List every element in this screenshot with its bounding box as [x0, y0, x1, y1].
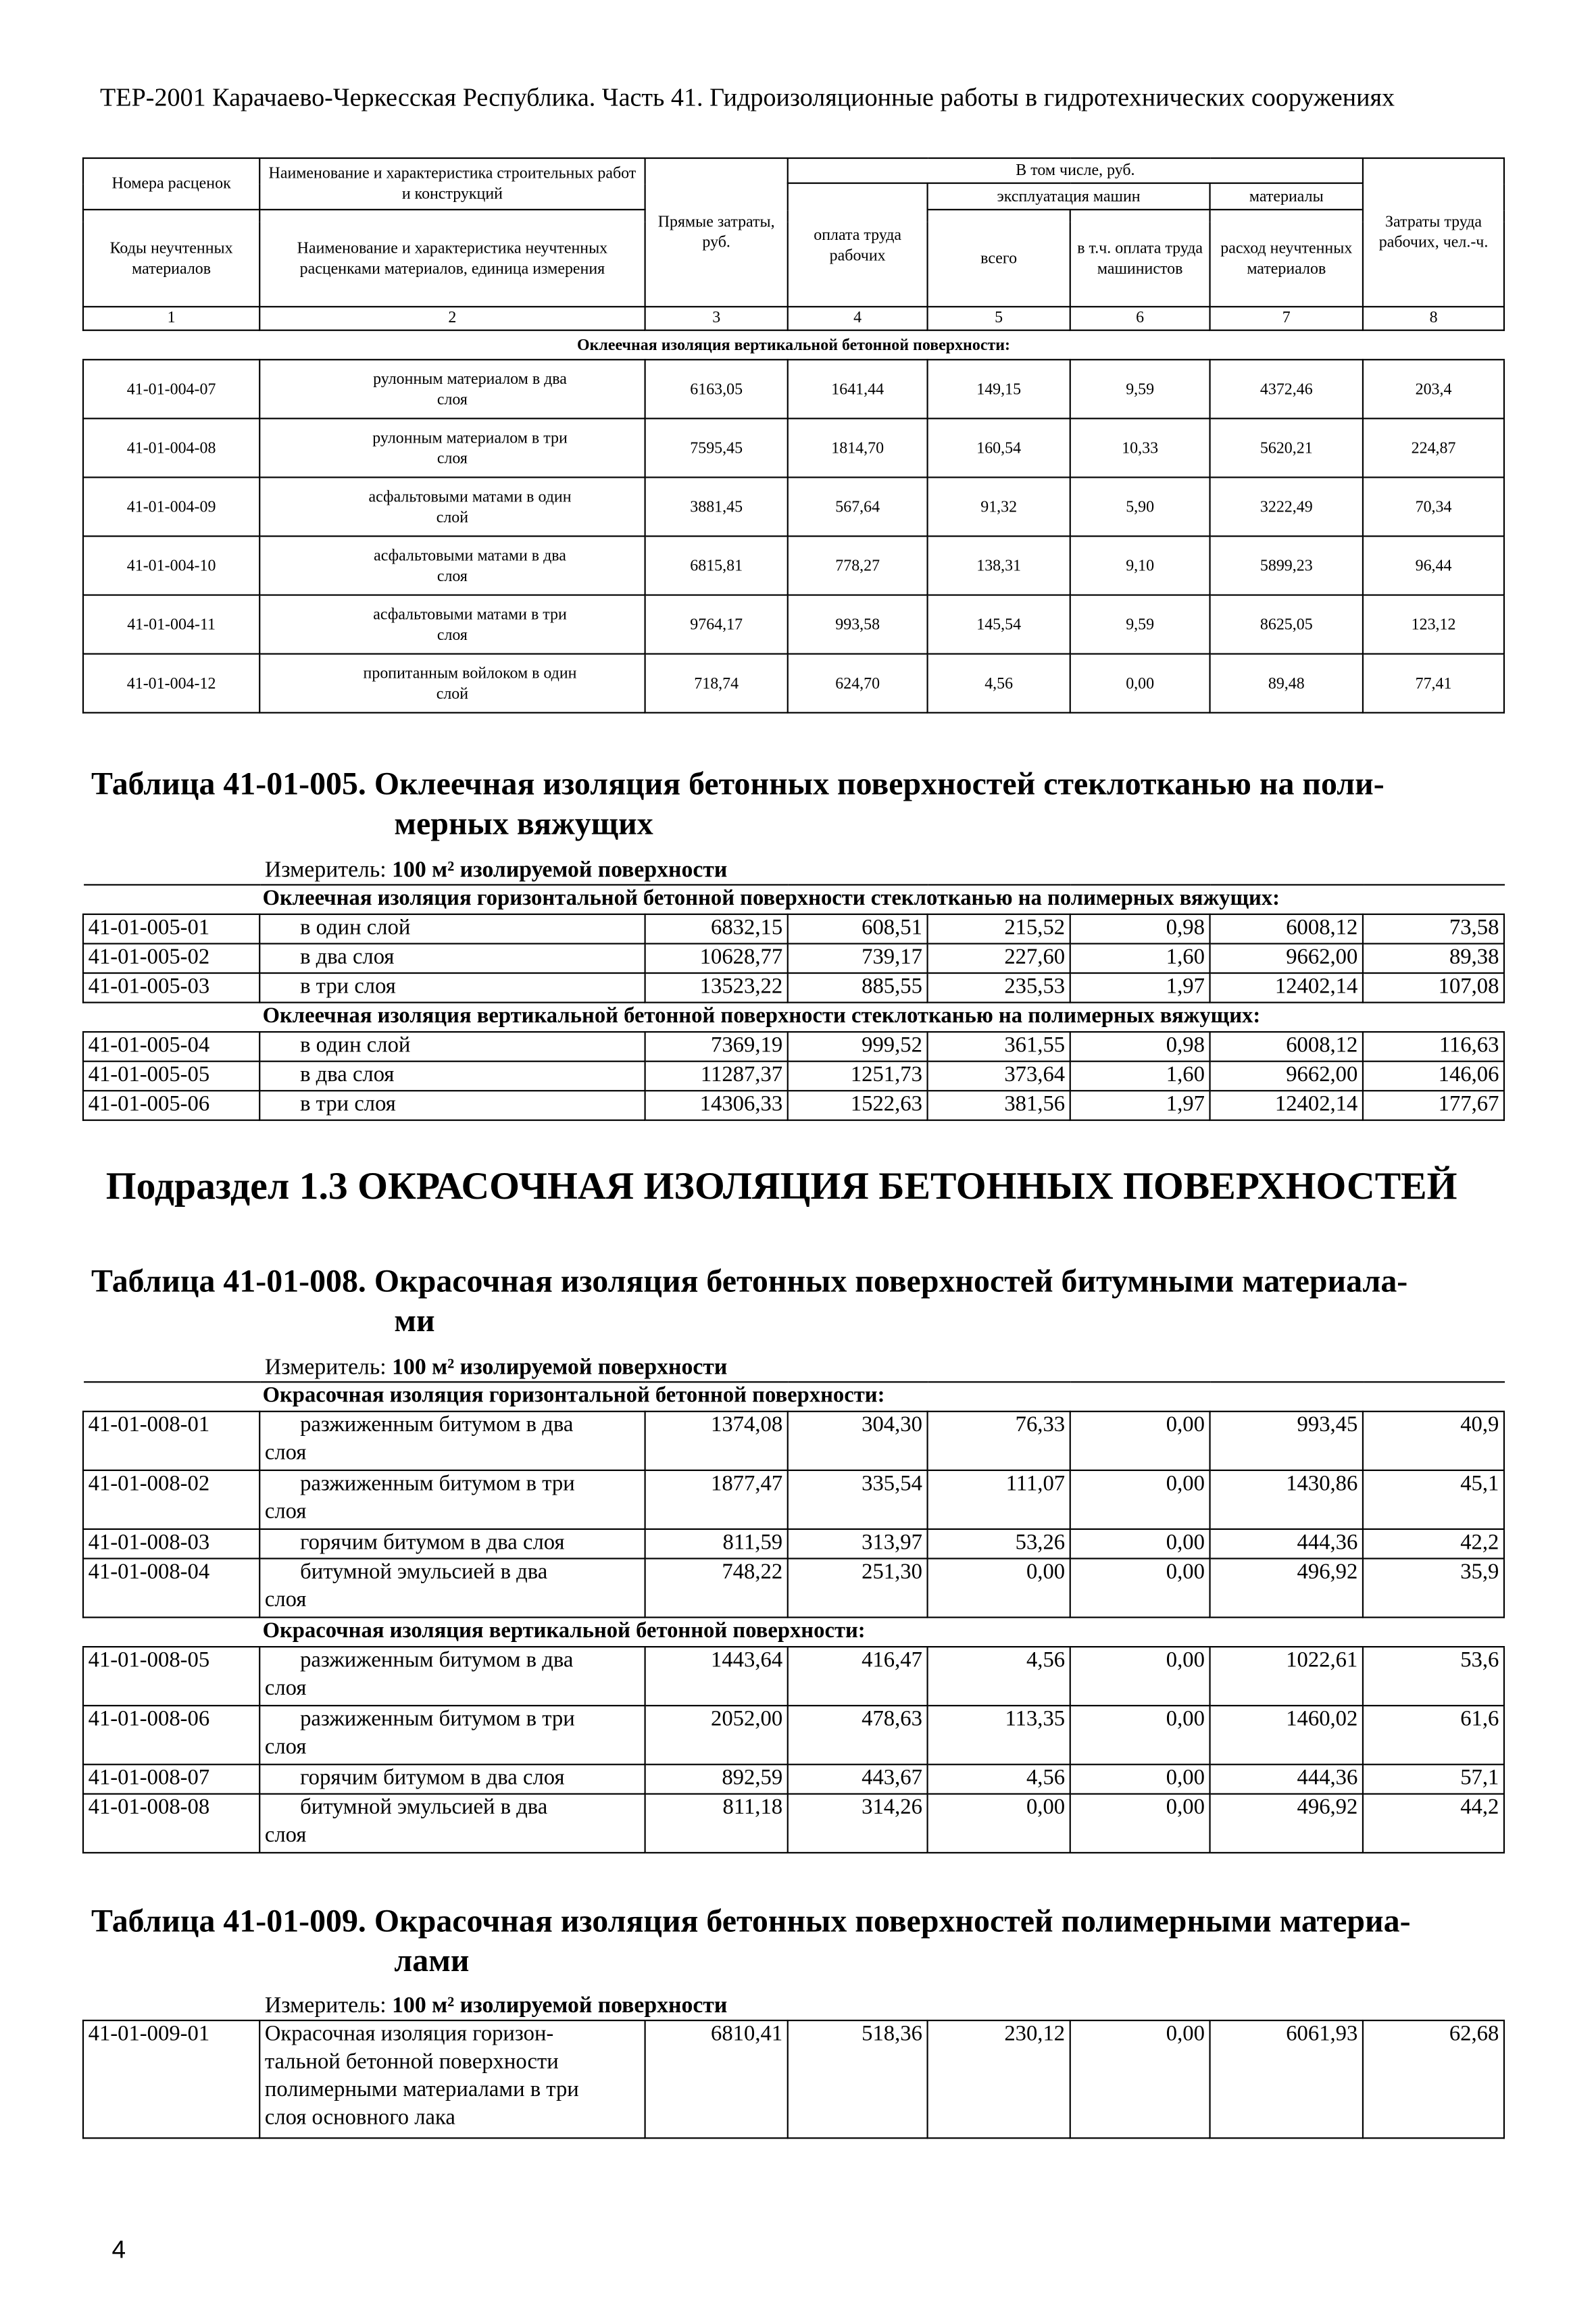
- direct-costs-value: 1877,47: [645, 1470, 788, 1529]
- materials-value: 1430,86: [1210, 1470, 1363, 1529]
- table-008-title: [91, 1261, 1503, 1341]
- materials-value: 9662,00: [1210, 1062, 1363, 1091]
- labor-pay-value: 1814,70: [788, 418, 928, 477]
- table-009-title: [91, 1901, 1503, 1981]
- machinist-pay-value: 1,97: [1070, 973, 1210, 1003]
- col-including: В том числе, руб.: [788, 158, 1363, 183]
- labor-hours-value: 177,67: [1363, 1091, 1504, 1120]
- rate-description-line: слоя: [264, 1500, 307, 1524]
- rate-code: 41-01-004-08: [83, 418, 259, 477]
- labor-pay-value: 313,97: [788, 1529, 928, 1559]
- rate-code: 41-01-004-12: [83, 654, 259, 713]
- materials-value: 12402,14: [1210, 973, 1363, 1003]
- table-row: [83, 537, 1504, 595]
- rate-description: [259, 1062, 645, 1091]
- rate-description-line: слоя: [264, 1589, 307, 1612]
- machinist-pay-value: 10,33: [1070, 418, 1210, 477]
- rate-description: [259, 973, 645, 1003]
- table-row: [83, 1794, 1504, 1853]
- table-row: [83, 418, 1504, 477]
- running-header: ТЕР-2001 Карачаево-Черкесская Республика. Часть 41. Гидроизоляционные работы в гидротехнических сооружениях: [100, 82, 1395, 112]
- direct-costs-value: 10628,77: [645, 944, 788, 974]
- direct-costs-value: 7595,45: [645, 418, 788, 477]
- table-row: [83, 973, 1504, 1003]
- machines-total-value: 4,56: [928, 654, 1070, 713]
- labor-pay-value: 314,26: [788, 1794, 928, 1853]
- machines-total-value: 4,56: [928, 1764, 1070, 1794]
- labor-hours-value: 73,58: [1363, 914, 1504, 944]
- labor-hours-value: 146,06: [1363, 1062, 1504, 1091]
- col-material-names: Наименование и характеристика неучтенных расценками материалов, единица измерения: [259, 209, 645, 307]
- col-labor-pay: оплата труда рабочих: [788, 183, 928, 307]
- machinist-pay-value: 1,60: [1070, 944, 1210, 974]
- table-008-title-line-2: ми: [394, 1301, 435, 1339]
- rate-description-line: слоя: [437, 449, 468, 468]
- labor-hours-value: 116,63: [1363, 1032, 1504, 1062]
- rate-description: [259, 1647, 645, 1706]
- page-number: 4: [111, 2235, 126, 2264]
- rate-description-line: рулонным материалом в три: [372, 428, 568, 447]
- rate-code: 41-01-008-04: [83, 1558, 259, 1617]
- table-row: [83, 1764, 1504, 1794]
- rate-description-line: в три слоя: [300, 1093, 396, 1117]
- labor-pay-value: 999,52: [788, 1032, 928, 1062]
- rate-description: [259, 359, 645, 418]
- section-header-row: [83, 330, 1504, 360]
- rate-code: 41-01-004-09: [83, 477, 259, 536]
- table-body: [83, 1003, 1504, 1120]
- machinist-pay-value: 0,00: [1070, 1470, 1210, 1529]
- labor-pay-value: 251,30: [788, 1558, 928, 1617]
- rate-code: 41-01-008-02: [83, 1470, 259, 1529]
- col-number-7: 7: [1210, 307, 1364, 330]
- rate-description-line: в два слоя: [300, 1063, 395, 1087]
- rate-description: [259, 1706, 645, 1764]
- rate-description-line: слой: [436, 684, 469, 703]
- rate-description-line: пропитанным войлоком в один: [363, 664, 577, 682]
- materials-value: 8625,05: [1210, 595, 1364, 654]
- labor-hours-value: 96,44: [1363, 537, 1504, 595]
- materials-value: 444,36: [1210, 1764, 1363, 1794]
- table-row: [83, 1529, 1504, 1559]
- labor-hours-value: 53,6: [1363, 1647, 1504, 1706]
- table-row: [83, 1091, 1504, 1120]
- machines-total-value: 113,35: [928, 1706, 1070, 1764]
- labor-pay-value: 1522,63: [788, 1091, 928, 1120]
- rate-code: 41-01-008-03: [83, 1529, 259, 1559]
- table-body: [83, 885, 1504, 1002]
- rate-description: [259, 1794, 645, 1853]
- rate-code: 41-01-005-03: [83, 973, 259, 1003]
- rate-description-line: асфальтовыми матами в два: [374, 546, 566, 564]
- materials-value: 12402,14: [1210, 1091, 1363, 1120]
- section-header-row: [83, 1618, 1504, 1647]
- table-body: [83, 1618, 1504, 1853]
- table-row: [83, 1062, 1504, 1091]
- materials-value: 89,48: [1210, 654, 1364, 713]
- table-row: [83, 595, 1504, 654]
- machinist-pay-value: 5,90: [1070, 477, 1210, 536]
- rate-description-line: слой: [436, 508, 469, 526]
- table-row: [83, 654, 1504, 713]
- rate-description: [259, 944, 645, 974]
- table-008-measure: Измеритель: 100 м² изолируемой поверхности: [264, 1354, 728, 1380]
- table-009-measure: Измеритель: 100 м² изолируемой поверхности: [264, 1993, 728, 2018]
- rate-description-line: в один слой: [300, 916, 411, 941]
- materials-value: 9662,00: [1210, 944, 1363, 974]
- rate-description: [259, 537, 645, 595]
- rate-code: 41-01-005-02: [83, 944, 259, 974]
- labor-pay-value: 624,70: [788, 654, 928, 713]
- materials-value: 6008,12: [1210, 1032, 1363, 1062]
- labor-hours-value: 35,9: [1363, 1558, 1504, 1617]
- machines-total-value: 373,64: [928, 1062, 1070, 1091]
- section-header: Окрасочная изоляция вертикальной бетонной поверхности:: [83, 1618, 1504, 1647]
- rate-description-line: Окрасочная изоляция горизон-: [264, 2022, 554, 2047]
- labor-pay-value: 518,36: [788, 2020, 928, 2138]
- rate-description-line: битумной эмульсией в два: [300, 1796, 548, 1820]
- table-row: [83, 477, 1504, 536]
- rate-code: 41-01-005-05: [83, 1062, 259, 1091]
- materials-value: 496,92: [1210, 1794, 1363, 1853]
- machines-total-value: 215,52: [928, 914, 1070, 944]
- materials-value: 993,45: [1210, 1412, 1363, 1470]
- direct-costs-value: 718,74: [645, 654, 788, 713]
- col-material-use: расход неучтенных материалов: [1210, 209, 1364, 307]
- rate-description-line: рулонным материалом в два: [373, 370, 567, 388]
- rate-code: 41-01-004-11: [83, 595, 259, 654]
- machinist-pay-value: 0,00: [1070, 654, 1210, 713]
- labor-hours-value: 44,2: [1363, 1794, 1504, 1853]
- machines-total-value: 381,56: [928, 1091, 1070, 1120]
- direct-costs-value: 11287,37: [645, 1062, 788, 1091]
- materials-value: 5899,23: [1210, 537, 1364, 595]
- direct-costs-value: 9764,17: [645, 595, 788, 654]
- col-number-3: 3: [645, 307, 788, 330]
- rate-description-line: слоя основного лака: [264, 2106, 455, 2131]
- rate-description-line: в три слоя: [300, 975, 396, 999]
- machinist-pay-value: 0,00: [1070, 1706, 1210, 1764]
- rate-description-line: разжиженным битумом в три: [300, 1708, 575, 1732]
- table-009-title-line-2: лами: [394, 1941, 470, 1979]
- rate-description: [259, 1032, 645, 1062]
- direct-costs-value: 811,59: [645, 1529, 788, 1559]
- materials-value: 4372,46: [1210, 359, 1364, 418]
- labor-pay-value: 993,58: [788, 595, 928, 654]
- machines-total-value: 361,55: [928, 1032, 1070, 1062]
- rate-code: 41-01-005-06: [83, 1091, 259, 1120]
- machinist-pay-value: 0,00: [1070, 1412, 1210, 1470]
- rate-description-line: в один слой: [300, 1034, 411, 1058]
- machinist-pay-value: 9,59: [1070, 359, 1210, 418]
- rate-description: [259, 595, 645, 654]
- direct-costs-value: 892,59: [645, 1764, 788, 1794]
- rates-table-004: [82, 157, 1505, 714]
- rate-description-line: асфальтовыми матами в три: [373, 605, 567, 623]
- col-rate-numbers: Номера расценок: [83, 158, 259, 209]
- machines-total-value: 227,60: [928, 944, 1070, 974]
- table-row: [83, 1558, 1504, 1617]
- rates-table-009: [82, 2020, 1505, 2139]
- machinist-pay-value: 1,97: [1070, 1091, 1210, 1120]
- direct-costs-value: 1374,08: [645, 1412, 788, 1470]
- labor-hours-value: 61,6: [1363, 1706, 1504, 1764]
- direct-costs-value: 14306,33: [645, 1091, 788, 1120]
- col-number-5: 5: [928, 307, 1070, 330]
- machinist-pay-value: 1,60: [1070, 1062, 1210, 1091]
- col-machinist-pay: в т.ч. оплата труда машинистов: [1070, 209, 1210, 307]
- rate-description-line: слоя: [437, 390, 468, 409]
- col-materials: материалы: [1210, 183, 1364, 209]
- labor-pay-value: 478,63: [788, 1706, 928, 1764]
- labor-pay-value: 1641,44: [788, 359, 928, 418]
- table-row: [83, 1706, 1504, 1764]
- direct-costs-value: 3881,45: [645, 477, 788, 536]
- machines-total-value: 230,12: [928, 2020, 1070, 2138]
- machines-total-value: 235,53: [928, 973, 1070, 1003]
- labor-hours-value: 203,4: [1363, 359, 1504, 418]
- col-number-4: 4: [788, 307, 928, 330]
- labor-pay-value: 335,54: [788, 1470, 928, 1529]
- labor-hours-value: 77,41: [1363, 654, 1504, 713]
- labor-hours-value: 45,1: [1363, 1470, 1504, 1529]
- rate-code: 41-01-008-05: [83, 1647, 259, 1706]
- labor-hours-value: 89,38: [1363, 944, 1504, 974]
- labor-hours-value: 62,68: [1363, 2020, 1504, 2138]
- table-row: [83, 359, 1504, 418]
- machinist-pay-value: 0,98: [1070, 914, 1210, 944]
- rate-code: 41-01-004-10: [83, 537, 259, 595]
- table-005-title: [91, 764, 1503, 843]
- machines-total-value: 149,15: [928, 359, 1070, 418]
- labor-pay-value: 778,27: [788, 537, 928, 595]
- materials-value: 3222,49: [1210, 477, 1364, 536]
- table-body: [83, 330, 1504, 713]
- direct-costs-value: 7369,19: [645, 1032, 788, 1062]
- rate-description: [259, 914, 645, 944]
- rates-table-005: [82, 884, 1505, 1120]
- table-row: [83, 1032, 1504, 1062]
- rate-code: 41-01-008-08: [83, 1794, 259, 1853]
- direct-costs-value: 6815,81: [645, 537, 788, 595]
- table-row: [83, 914, 1504, 944]
- labor-pay-value: 885,55: [788, 973, 928, 1003]
- machines-total-value: 111,07: [928, 1470, 1070, 1529]
- machines-total-value: 53,26: [928, 1529, 1070, 1559]
- table-005-title-line-1: Таблица 41-01-005. Оклеечная изоляция бетонных поверхностей стеклотканью на поли-: [91, 765, 1385, 802]
- section-header: Оклеечная изоляция вертикальной бетонной поверхности стеклотканью на полимерных вяжущих:: [83, 1003, 1504, 1032]
- rate-description: [259, 1558, 645, 1617]
- labor-pay-value: 567,64: [788, 477, 928, 536]
- labor-pay-value: 443,67: [788, 1764, 928, 1794]
- machinist-pay-value: 0,00: [1070, 1529, 1210, 1559]
- rate-description: [259, 1529, 645, 1559]
- rate-code: 41-01-008-06: [83, 1706, 259, 1764]
- machinist-pay-value: 9,10: [1070, 537, 1210, 595]
- rate-description: [259, 1764, 645, 1794]
- col-machines: эксплуатация машин: [928, 183, 1210, 209]
- materials-value: 5620,21: [1210, 418, 1364, 477]
- rate-description: [259, 2020, 645, 2138]
- rate-code: 41-01-004-07: [83, 359, 259, 418]
- rate-description: [259, 477, 645, 536]
- machines-total-value: 0,00: [928, 1558, 1070, 1617]
- machines-total-value: 0,00: [928, 1794, 1070, 1853]
- section-header-row: [83, 885, 1504, 914]
- col-labor-hours: Затраты труда рабочих, чел.-ч.: [1363, 158, 1504, 307]
- machinist-pay-value: 9,59: [1070, 595, 1210, 654]
- machines-total-value: 138,31: [928, 537, 1070, 595]
- labor-hours-value: 57,1: [1363, 1764, 1504, 1794]
- rate-description: [259, 654, 645, 713]
- direct-costs-value: 811,18: [645, 1794, 788, 1853]
- col-machines-total: всего: [928, 209, 1070, 307]
- rate-description-line: слоя: [264, 1441, 307, 1466]
- col-direct-costs: Прямые затраты, руб.: [645, 158, 788, 307]
- table-body: [83, 1382, 1504, 1617]
- labor-pay-value: 1251,73: [788, 1062, 928, 1091]
- rate-code: 41-01-008-01: [83, 1412, 259, 1470]
- machinist-pay-value: 0,00: [1070, 1794, 1210, 1853]
- subsection-title: Подраздел 1.3 ОКРАСОЧНАЯ ИЗОЛЯЦИЯ БЕТОННЫХ ПОВЕРХНОСТЕЙ: [105, 1163, 1457, 1208]
- direct-costs-value: 6832,15: [645, 914, 788, 944]
- rate-description-line: горячим битумом в два слоя: [300, 1766, 565, 1791]
- col-work-name: Наименование и характеристика строительных работ и конструкций: [259, 158, 645, 209]
- materials-value: 444,36: [1210, 1529, 1363, 1559]
- labor-hours-value: 70,34: [1363, 477, 1504, 536]
- col-number-8: 8: [1363, 307, 1504, 330]
- machines-total-value: 76,33: [928, 1412, 1070, 1470]
- machinist-pay-value: 0,00: [1070, 2020, 1210, 2138]
- col-material-codes: Коды неучтенных материалов: [83, 209, 259, 307]
- rate-description-line: слоя: [437, 567, 468, 585]
- rate-description-line: горячим битумом в два слоя: [300, 1531, 565, 1555]
- direct-costs-value: 1443,64: [645, 1647, 788, 1706]
- labor-hours-value: 40,9: [1363, 1412, 1504, 1470]
- table-row: [83, 2020, 1504, 2138]
- labor-hours-value: 107,08: [1363, 973, 1504, 1003]
- direct-costs-value: 13523,22: [645, 973, 788, 1003]
- materials-value: 1460,02: [1210, 1706, 1363, 1764]
- machinist-pay-value: 0,00: [1070, 1647, 1210, 1706]
- col-number-2: 2: [259, 307, 645, 330]
- rate-description-line: тальной бетонной поверхности: [264, 2050, 559, 2074]
- labor-pay-value: 608,51: [788, 914, 928, 944]
- direct-costs-value: 6163,05: [645, 359, 788, 418]
- section-header: Оклеечная изоляция вертикальной бетонной поверхности:: [83, 330, 1504, 360]
- rate-description-line: асфальтовыми матами в один: [368, 487, 572, 505]
- table-row: [83, 944, 1504, 974]
- rate-description-line: разжиженным битумом в три: [300, 1472, 575, 1496]
- machines-total-value: 91,32: [928, 477, 1070, 536]
- rate-description-line: разжиженным битумом в два: [300, 1414, 574, 1437]
- rate-description: [259, 1412, 645, 1470]
- col-number-1: 1: [83, 307, 259, 330]
- rate-description-line: слоя: [264, 1735, 307, 1760]
- section-header: Оклеечная изоляция горизонтальной бетонной поверхности стеклотканью на полимерных вяжущих:: [83, 885, 1504, 914]
- rate-description-line: в два слоя: [300, 945, 395, 970]
- rate-description-line: слоя: [264, 1824, 307, 1848]
- rate-code: 41-01-005-01: [83, 914, 259, 944]
- direct-costs-value: 6810,41: [645, 2020, 788, 2138]
- labor-hours-value: 123,12: [1363, 595, 1504, 654]
- table-005-measure: Измеритель: 100 м² изолируемой поверхности: [264, 857, 728, 883]
- machinist-pay-value: 0,00: [1070, 1558, 1210, 1617]
- table-009-title-line-1: Таблица 41-01-009. Окрасочная изоляция бетонных поверхностей полимерными материа-: [91, 1901, 1411, 1939]
- table-008-title-line-1: Таблица 41-01-008. Окрасочная изоляция бетонных поверхностей битумными материала-: [91, 1262, 1408, 1299]
- rate-description: [259, 1091, 645, 1120]
- rate-code: 41-01-005-04: [83, 1032, 259, 1062]
- labor-pay-value: 739,17: [788, 944, 928, 974]
- rate-code: 41-01-009-01: [83, 2020, 259, 2138]
- section-header-row: [83, 1382, 1504, 1412]
- section-header-row: [83, 1003, 1504, 1032]
- table-005-title-line-2: мерных вяжущих: [394, 804, 653, 842]
- direct-costs-value: 2052,00: [645, 1706, 788, 1764]
- col-number-6: 6: [1070, 307, 1210, 330]
- labor-pay-value: 416,47: [788, 1647, 928, 1706]
- table-row: [83, 1647, 1504, 1706]
- machines-total-value: 160,54: [928, 418, 1070, 477]
- rate-description-line: слоя: [264, 1676, 307, 1701]
- machines-total-value: 4,56: [928, 1647, 1070, 1706]
- table-row: [83, 1470, 1504, 1529]
- materials-value: 1022,61: [1210, 1647, 1363, 1706]
- table-row: [83, 1412, 1504, 1470]
- materials-value: 6061,93: [1210, 2020, 1363, 2138]
- rate-description-line: полимерными материалами в три: [264, 2078, 579, 2102]
- machines-total-value: 145,54: [928, 595, 1070, 654]
- materials-value: 6008,12: [1210, 914, 1363, 944]
- rate-code: 41-01-008-07: [83, 1764, 259, 1794]
- direct-costs-value: 748,22: [645, 1558, 788, 1617]
- rate-description-line: разжиженным битумом в два: [300, 1649, 574, 1673]
- rate-description-line: слоя: [437, 626, 468, 644]
- section-header: Окрасочная изоляция горизонтальной бетонной поверхности:: [83, 1382, 1504, 1412]
- materials-value: 496,92: [1210, 1558, 1363, 1617]
- machinist-pay-value: 0,98: [1070, 1032, 1210, 1062]
- labor-hours-value: 224,87: [1363, 418, 1504, 477]
- rates-table-008: [82, 1381, 1505, 1853]
- rate-description: [259, 418, 645, 477]
- labor-hours-value: 42,2: [1363, 1529, 1504, 1559]
- machinist-pay-value: 0,00: [1070, 1764, 1210, 1794]
- labor-pay-value: 304,30: [788, 1412, 928, 1470]
- rate-description-line: битумной эмульсией в два: [300, 1560, 548, 1585]
- rate-description: [259, 1470, 645, 1529]
